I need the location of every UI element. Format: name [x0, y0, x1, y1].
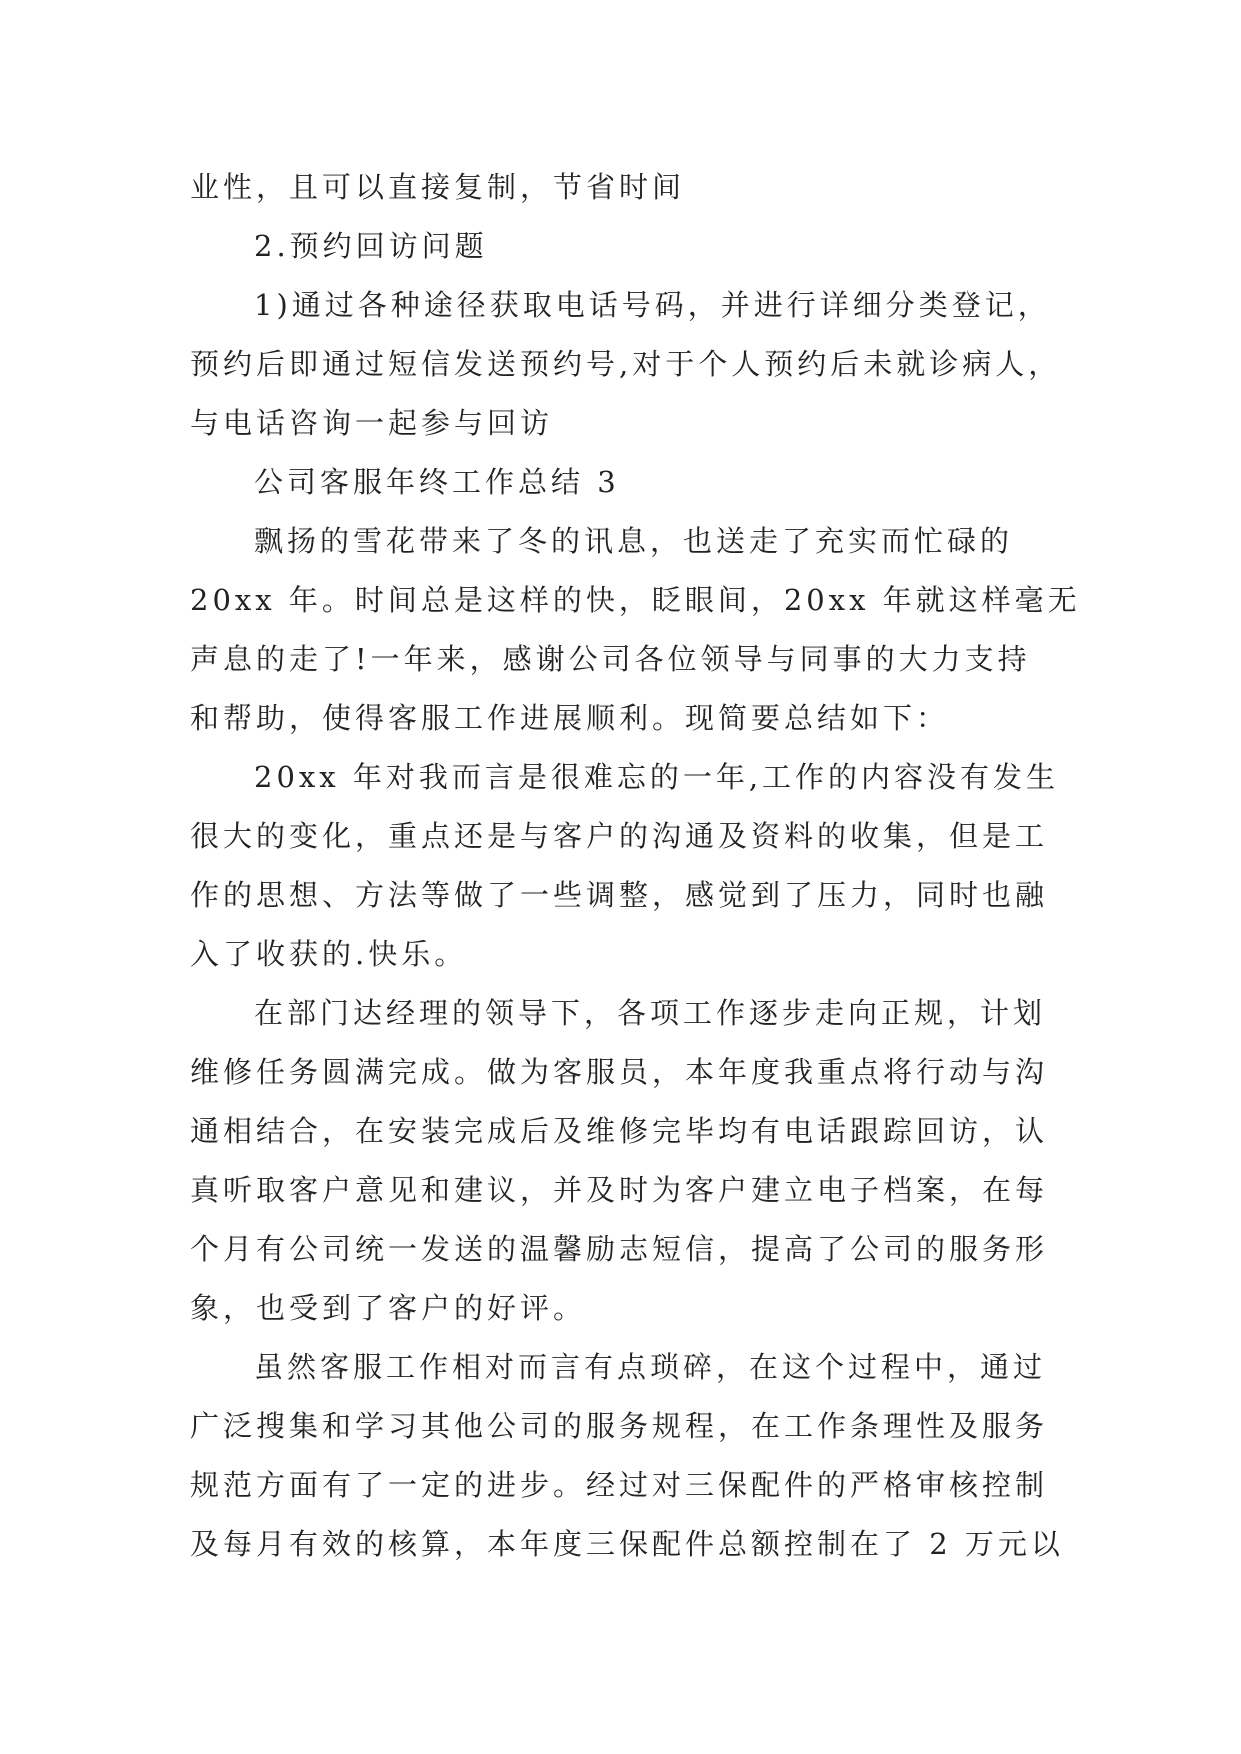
text-line: 通相结合，在安装完成后及维修完毕均有电话跟踪回访，认 — [190, 1114, 1049, 1148]
text-line: 业性，且可以直接复制，节省时间 — [190, 170, 686, 204]
text-line: 飘扬的雪花带来了冬的讯息，也送走了充实而忙碌的 — [254, 524, 1014, 558]
text-line: 预约后即通过短信发送预约号,对于个人预约后未就诊病人， — [190, 347, 1062, 381]
text-line: 虽然客服工作相对而言有点琐碎，在这个过程中，通过 — [254, 1350, 1047, 1384]
text-line: 在部门达经理的领导下，各项工作逐步走向正规，计划 — [254, 996, 1047, 1030]
text-line: 20xx 年对我而言是很难忘的一年,工作的内容没有发生 — [254, 760, 1060, 794]
text-line: 真听取客户意见和建议，并及时为客户建立电子档案，在每 — [190, 1173, 1049, 1207]
text-line: 规范方面有了一定的进步。经过对三保配件的严格审核控制 — [190, 1468, 1049, 1502]
text-line: 象，也受到了客户的好评。 — [190, 1291, 587, 1325]
text-line: 广泛搜集和学习其他公司的服务规程，在工作条理性及服务 — [190, 1409, 1049, 1443]
text-line: 作的思想、方法等做了一些调整，感觉到了压力，同时也融 — [190, 878, 1049, 912]
document-body — [190, 158, 1081, 1574]
text-line: 及每月有效的核算，本年度三保配件总额控制在了 2 万元以 — [190, 1527, 1064, 1561]
text-line: 1)通过各种途径获取电话号码，并进行详细分类登记， — [254, 288, 1051, 322]
text-line: 入了收获的.快乐。 — [190, 937, 468, 971]
text-line: 维修任务圆满完成。做为客服员，本年度我重点将行动与沟 — [190, 1055, 1049, 1089]
text-line: 20xx 年。时间总是这样的快，眨眼间，20xx 年就这样毫无 — [190, 583, 1081, 617]
text-line: 与电话咨询一起参与回访 — [190, 406, 554, 440]
text-line: 很大的变化，重点还是与客户的沟通及资料的收集，但是工 — [190, 819, 1049, 853]
section-title: 公司客服年终工作总结 3 — [254, 465, 620, 499]
text-line: 个月有公司统一发送的温馨励志短信，提高了公司的服务形 — [190, 1232, 1049, 1266]
text-line: 和帮助，使得客服工作进展顺利。现简要总结如下： — [190, 701, 950, 735]
list-heading: 2.预约回访问题 — [254, 229, 488, 263]
text-line: 声息的走了!一年来，感谢公司各位领导与同事的大力支持 — [190, 642, 1031, 676]
